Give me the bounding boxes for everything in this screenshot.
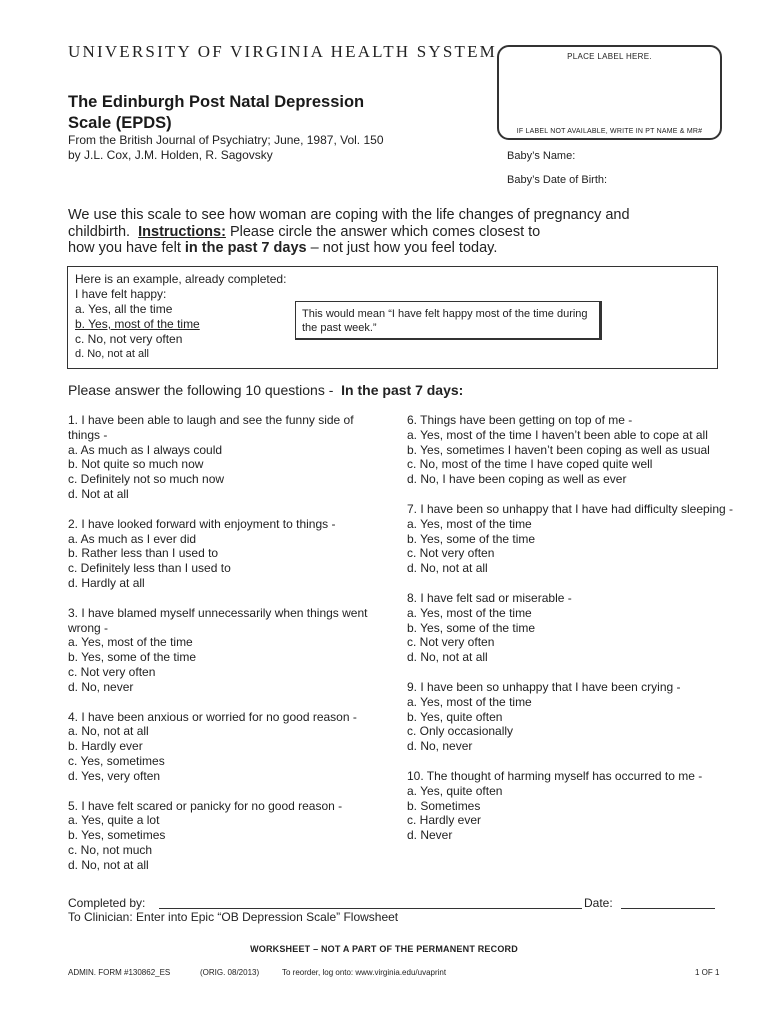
answer-option[interactable]: d. No, not at all — [407, 561, 488, 576]
answer-option[interactable]: d. No, never — [68, 679, 134, 694]
example-option-d: d. No, not at all — [75, 348, 149, 360]
baby-name-field: Baby’s Name: — [507, 150, 576, 162]
answer-option[interactable]: a. Yes, most of the time — [68, 635, 193, 650]
answer-option[interactable]: d. Yes, very often — [68, 768, 161, 783]
answer-option[interactable]: d. No, never — [407, 739, 473, 754]
intro-p3-end: – not just how you feel today. — [310, 240, 498, 256]
answer-option[interactable]: b. Hardly ever — [68, 739, 143, 754]
worksheet-notice: WORKSHEET – NOT A PART OF THE PERMANENT RECORD — [250, 944, 518, 954]
question-8 — [407, 591, 737, 665]
question-7 — [407, 502, 737, 576]
question-text: 3. I have blamed myself unnecessarily when things went wrong - — [68, 605, 368, 635]
source-line-1: From the British Journal of Psychiatry; June, 1987, Vol. 150 — [68, 133, 384, 147]
question-text: 1. I have been able to laugh and see the funny side of things - — [68, 413, 354, 442]
baby-dob-field: Baby’s Date of Birth: — [507, 174, 608, 186]
example-option-c: c. No, not very often — [75, 332, 183, 346]
intro-p2: Please circle the answer which comes closest to — [229, 223, 541, 240]
form-number: ADMIN. FORM #130862_ES — [68, 968, 171, 977]
orig-date: (ORIG. 08/2013) — [200, 968, 260, 977]
question-text: 4. I have been anxious or worried for no good reason - — [68, 709, 357, 724]
source-citation — [68, 133, 384, 163]
answer-option[interactable]: c. Definitely not so much now — [68, 472, 225, 487]
answer-option[interactable]: a. Yes, quite a lot — [68, 813, 160, 828]
answer-option[interactable]: a. Yes, most of the time — [407, 516, 532, 531]
answer-option[interactable]: a. As much as I ever did — [68, 531, 197, 546]
date-line[interactable] — [621, 908, 715, 909]
questions-intro — [68, 382, 463, 398]
answer-option[interactable]: c. Definitely less than I used to — [68, 561, 231, 576]
answer-option[interactable]: a. As much as I always could — [68, 442, 223, 457]
answer-option[interactable]: c. Only occasionally — [407, 724, 514, 739]
answer-option[interactable]: a. No, not at all — [68, 724, 149, 739]
questions-right-column — [407, 413, 737, 858]
questions-left-column — [68, 413, 388, 888]
organization-name: UNIVERSITY OF VIRGINIA HEALTH SYSTEM — [68, 42, 497, 61]
answer-option[interactable]: b. Yes, some of the time — [407, 531, 536, 546]
intro-p1: We use this scale to see how woman are coping with the life changes of pregnancy and childbirth. — [68, 207, 630, 240]
question-6 — [407, 413, 737, 487]
answer-option[interactable]: b. Not quite so much now — [68, 457, 204, 472]
answer-option[interactable]: d. No, not at all — [407, 650, 488, 665]
question-text: 5. I have felt scared or panicky for no good reason - — [68, 798, 343, 813]
intro-p3-bold: in the past 7 days — [184, 240, 307, 256]
answer-option[interactable]: a. Yes, most of the time — [407, 605, 532, 620]
completed-by-label: Completed by: — [68, 896, 146, 910]
answer-option[interactable]: d. Hardly at all — [68, 575, 145, 590]
question-text: 10. The thought of harming myself has occurred to me - — [407, 768, 703, 783]
question-5 — [68, 799, 388, 873]
question-text: 7. I have been so unhappy that I have had difficulty sleeping - — [407, 501, 734, 516]
answer-option[interactable]: a. Yes, most of the time I haven’t been able to cope at all — [407, 427, 708, 442]
intro-p3-start: how you have felt — [68, 240, 181, 256]
question-text: 2. I have looked forward with enjoyment to things - — [68, 516, 336, 531]
reorder-link[interactable]: To reorder, log onto: www.virginia.edu/uvaprint — [282, 968, 447, 977]
example-question: I have felt happy: — [75, 287, 167, 301]
answer-option[interactable]: b. Yes, quite often — [407, 709, 503, 724]
question-9 — [407, 680, 737, 754]
answer-option[interactable]: c. Yes, sometimes — [68, 753, 165, 768]
answer-option[interactable]: c. Not very often — [68, 664, 156, 679]
question-text: 8. I have felt sad or miserable - — [407, 590, 572, 605]
clinician-note: To Clinician: Enter into Epic “OB Depression Scale” Flowsheet — [68, 910, 399, 924]
answer-option[interactable]: c. No, most of the time I have coped quite well — [407, 457, 653, 472]
answer-option[interactable]: d. No, I have been coping as well as ever — [407, 472, 627, 487]
answer-option[interactable]: d. Never — [407, 828, 453, 843]
answer-option[interactable]: c. No, not much — [68, 842, 153, 857]
questions-intro-text: Please answer the following 10 questions - — [68, 382, 334, 398]
question-3 — [68, 606, 388, 695]
answer-option[interactable]: d. Not at all — [68, 486, 129, 501]
question-10 — [407, 769, 737, 843]
page-number: 1 OF 1 — [695, 968, 720, 977]
answer-option[interactable]: b. Yes, sometimes I haven’t been coping as well as usual — [407, 442, 710, 457]
answer-option[interactable]: b. Yes, sometimes — [68, 828, 166, 843]
question-text: 6. Things have been getting on top of me - — [407, 413, 633, 427]
label-box-instruction: PLACE LABEL HERE. — [567, 52, 652, 61]
patient-label-box — [497, 45, 722, 140]
answer-option[interactable]: c. Hardly ever — [407, 813, 482, 828]
answer-option[interactable]: d. No, not at all — [68, 857, 149, 872]
example-box — [67, 266, 718, 369]
example-option-a: a. Yes, all the time — [75, 302, 173, 316]
example-meaning-box: This would mean “I have felt happy most of the time during the past week.” — [295, 301, 602, 340]
question-1 — [68, 413, 388, 502]
answer-option[interactable]: a. Yes, most of the time — [407, 694, 532, 709]
answer-option[interactable]: b. Yes, some of the time — [68, 650, 197, 665]
instructions-label: Instructions: — [138, 223, 226, 240]
answer-option[interactable]: b. Sometimes — [407, 798, 481, 813]
questions-intro-bold: In the past 7 days: — [341, 382, 464, 398]
answer-option[interactable]: c. Not very often — [407, 635, 495, 650]
completed-by-line[interactable] — [159, 908, 582, 909]
answer-option[interactable]: b. Yes, some of the time — [407, 620, 536, 635]
page-title: The Edinburgh Post Natal Depression Scale (EPDS) — [68, 93, 365, 132]
question-text: 9. I have been so unhappy that I have been crying - — [407, 679, 681, 694]
date-label: Date: — [584, 896, 613, 910]
question-2 — [68, 517, 388, 591]
question-4 — [68, 710, 388, 784]
answer-option[interactable]: a. Yes, quite often — [407, 783, 503, 798]
label-box-fallback: IF LABEL NOT AVAILABLE, WRITE IN PT NAME & MR# — [516, 128, 703, 135]
intro-text — [68, 207, 688, 257]
answer-option[interactable]: c. Not very often — [407, 546, 495, 561]
source-line-2: by J.L. Cox, J.M. Holden, R. Sagovsky — [68, 148, 273, 162]
example-option-b: b. Yes, most of the time — [75, 317, 200, 331]
example-heading: Here is an example, already completed: — [75, 272, 287, 286]
answer-option[interactable]: b. Rather less than I used to — [68, 546, 219, 561]
